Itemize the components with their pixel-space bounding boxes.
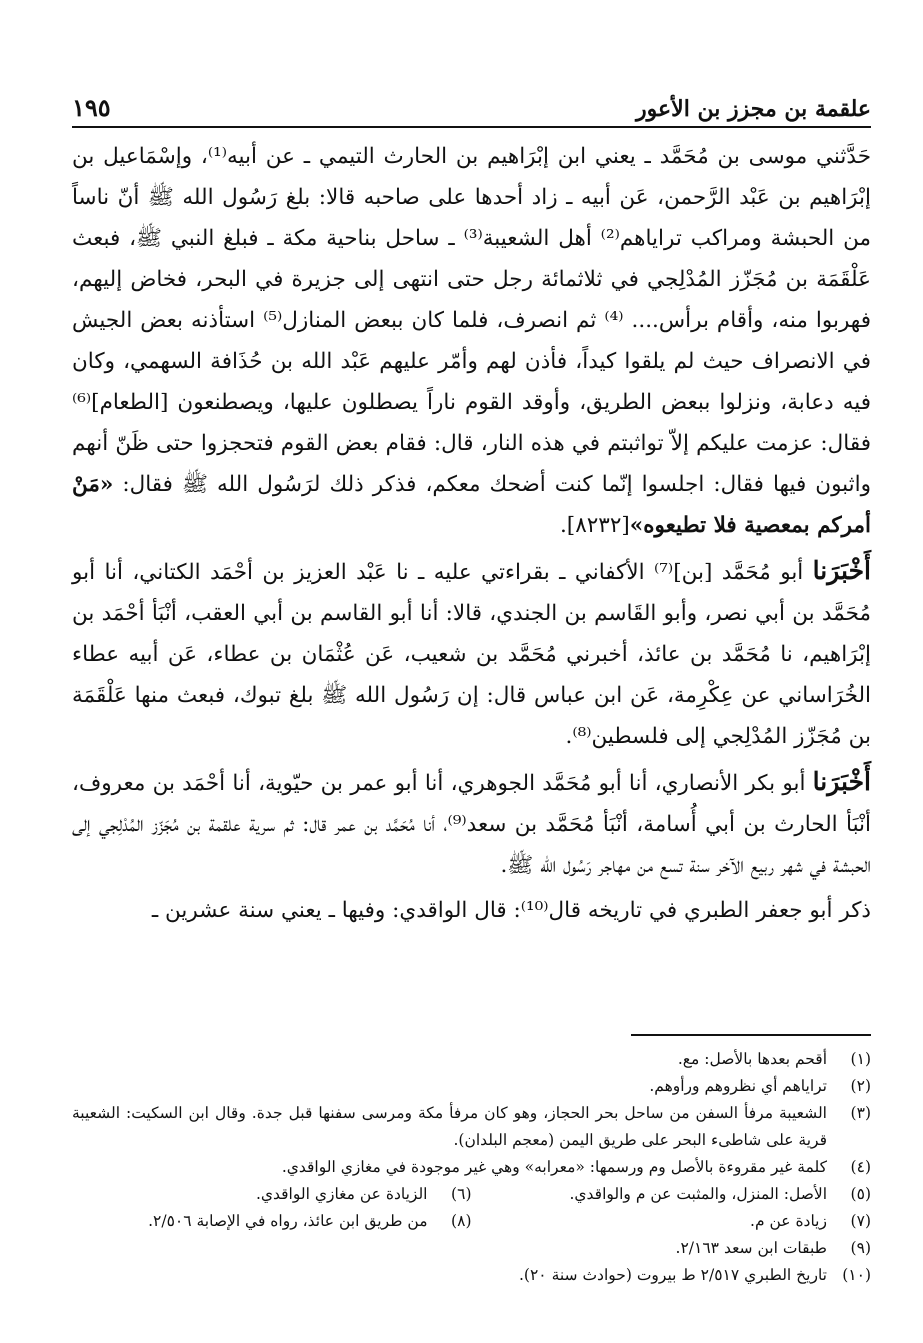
footnote-separator [631, 1034, 871, 1036]
footnote-number: (٣) [850, 1104, 871, 1122]
footnote-text: طبقات ابن سعد ٢/١٦٣. [675, 1239, 827, 1257]
footnote-3 [72, 1100, 871, 1154]
footnote-number: (٩) [850, 1239, 871, 1257]
footnote-text: الزيادة عن مغازي الواقدي. [255, 1185, 428, 1203]
running-header [72, 82, 871, 128]
hadith-quote: «مَنْ أمركم بمعصية فلا تطيعوه» [72, 472, 871, 538]
footnote-text: الأصل: المنزل، والمثبت عن م والواقدي. [569, 1185, 827, 1203]
hadith-ref: [٨٢٣٢]. [559, 513, 630, 538]
paragraph-2-text: أبو مُحَمَّد [بن]⁽⁷⁾ الأكفاني ـ بقراءتي عليه ـ نا عَبْد العزيز بن أحْمَد الكتاني، أنا أبو مُحَمَّد بن أبي نصر، وأبو القَاسم بن الجندي، قالا: أنا أبو القاسم بن أبي العقب، أنْبَأ أحْمَد بن إبْرَاهيم، نا مُحَمَّد بن عائذ، أخبرني مُحَمَّد بن شعيب، عَن عُثْمَان بن عطاء، عَن أبيه عطاء الخُرَاساني عن عِكْرِمة، عَن ابن عباس قال: إن رَسُول الله ﷺ بلغ تبوك، فبعث منها عَلْقَمَة بن مُجَزّز المُدْلِجي إلى فلسطين⁽⁸⁾. [72, 560, 871, 749]
footnote-text: كلمة غير مقروءة بالأصل وم ورسمها: «معرابه» وهي غير موجودة في مغازي الواقدي. [281, 1158, 827, 1176]
footnote-10 [72, 1262, 871, 1289]
footnote-number: (١٠) [842, 1266, 871, 1284]
page-number: ١٩٥ [72, 93, 111, 122]
footnote-number: (١) [850, 1050, 871, 1068]
footnote-7 [472, 1208, 872, 1235]
paragraph-3-lead: أَخْبَرَنا [812, 767, 871, 796]
footnote-text: أقحم بعدها بالأصل: مع. [677, 1050, 827, 1068]
footnote-text: تراياهم أي نظروهم ورأوهم. [649, 1077, 827, 1095]
footnote-text: الشعيبة مرفأ السفن من ساحل بحر الحجاز، وهو كان مرفأ مكة ومرسى سفنها قبل جدة. وقال ابن السكيت: الشعيبة قرية على شاطىء البحر على طريق اليمن (معجم البلدان). [72, 1104, 827, 1149]
footnote-4 [72, 1154, 871, 1181]
footnote-text: تاريخ الطبري ٢/٥١٧ ط بيروت (حوادث سنة ٢٠). [519, 1266, 827, 1284]
running-title: علقمة بن مجزز بن الأعور [636, 96, 871, 122]
footnote-text: زيادة عن م. [750, 1212, 827, 1230]
footnote-text: من طريق ابن عائذ، رواه في الإصابة ٢/٥٠٦. [148, 1212, 428, 1230]
footnote-number: (٦) [451, 1185, 472, 1203]
footnote-5 [472, 1181, 872, 1208]
paragraph-2 [72, 550, 871, 757]
paragraph-3 [72, 761, 871, 886]
footnote-1 [72, 1046, 871, 1073]
footnote-9 [72, 1235, 871, 1262]
paragraph-1-text: حَدَّثني موسى بن مُحَمَّد ـ يعني ابن إبْرَاهيم بن الحارث التيمي ـ عن أبيه⁽¹⁾، وإسْمَاعيل بن إبْرَاهيم بن عَبْد الرَّحمن، عَن أبيه ـ زاد أحدها على صاحبه قالا: بلغ رَسُول الله ﷺ أنّ ناساً من الحبشة ومراكب تراياهم⁽²⁾ أهل الشعيبة⁽³⁾ ـ ساحل بناحية مكة ـ فبلغ النبي ﷺ، فبعث عَلْقَمَة بن مُجَزّز المُدْلِجي في ثلاثمائة رجل حتى انتهى إلى جزيرة في البحر، فخاض إليهم، فهربوا منه، وأقام برأس.... ⁽⁴⁾ ثم انصرف، فلما كان ببعض المنازل⁽⁵⁾ استأذنه بعض الجيش في الانصراف حيث لم يلقوا كيداً، فأذن لهم وأمّر عليهم عَبْد الله بن حُذَافة السهمي، وكان فيه دعابة، ونزلوا ببعض الطريق، وأوقد القوم ناراً يصطلون عليها، ويصطنعون [الطعام]⁽⁶⁾ فقال: عزمت عليكم إلاّ تواثبتم في هذه النار، قال: فقام بعض القوم فتحجزوا حتى ظَنّ أنهم واثبون فيها فقال: اجلسوا إنّما كنت أضحك معكم، فذكر ذلك لرَسُول الله ﷺ فقال: [72, 144, 871, 497]
footnote-number: (٥) [850, 1185, 871, 1203]
footnote-2 [72, 1073, 871, 1100]
footnote-number: (٤) [850, 1158, 871, 1176]
paragraph-4 [72, 890, 871, 931]
paragraph-1 [72, 136, 871, 546]
footnote-row-7-8 [72, 1208, 871, 1235]
footnotes [72, 1046, 871, 1289]
main-text [72, 136, 871, 931]
footnote-number: (٢) [850, 1077, 871, 1095]
paragraph-3-text: أبو بكر الأنصاري، أنا أبو مُحَمَّد الجوهري، أنا أبو عمر بن حيّوية، أنا أحْمَد بن معروف، أنْبَأ الحارث بن أبي أُسامة، أنْبَأ مُحَمَّد بن سعد⁽⁹⁾، أنا مُحَمَّد بن عمر قال: ثم سرية علقمة بن مُجَزّز المُدْلِجي إلى الحبشة في شهر ربيع الآخر سنة تسع من مهاجر رَسُول الله ﷺ. [72, 771, 872, 878]
footnote-8 [72, 1208, 472, 1235]
paragraph-4-text: ذكر أبو جعفر الطبري في تاريخه قال⁽¹⁰⁾: قال الواقدي: وفيها ـ يعني سنة عشرين ـ [151, 898, 871, 923]
footnote-row-5-6 [72, 1181, 871, 1208]
footnote-number: (٨) [451, 1212, 472, 1230]
paragraph-2-lead: أَخْبَرَنا [812, 556, 871, 585]
footnote-number: (٧) [850, 1212, 871, 1230]
footnote-6 [72, 1181, 472, 1208]
